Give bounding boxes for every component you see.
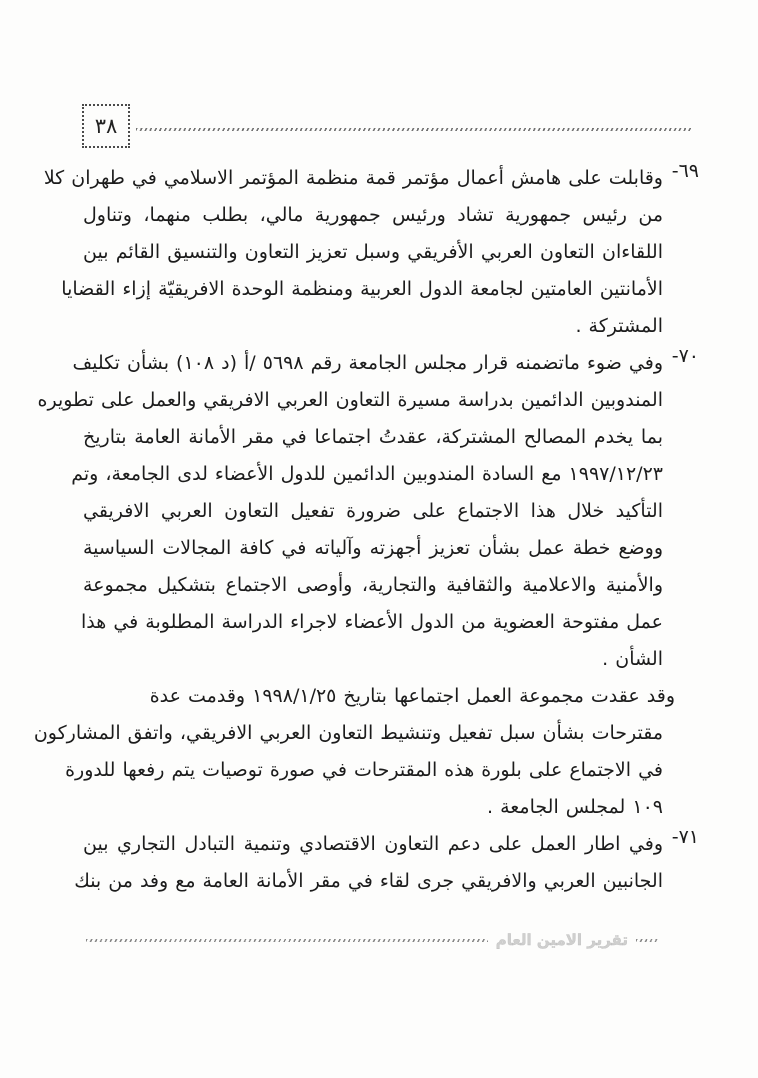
text-line: المندوبين الدائمين بدراسة مسيرة التعاون العربي الافريقي والعمل على تطويره <box>37 389 663 411</box>
text-line: التأكيد خلال هذا الاجتماع على ضرورة تفعيل التعاون العربي الافريقي <box>83 500 663 522</box>
text-line: والأمنية والاعلامية والثقافية والتجارية، وأوصى الاجتماع بتشكيل مجموعة <box>83 574 663 596</box>
footer-dotted-rule-left <box>86 939 488 942</box>
paragraph-number: ٧١- <box>671 826 699 848</box>
text-line: وفي ضوء ماتضمنه قرار مجلس الجامعة رقم ٥٦٩٨ /أ (د ١٠٨) بشأن تكليف <box>72 352 663 374</box>
text-line: في الاجتماع على بلورة هذه المقترحات في صورة توصيات يتم رفعها للدورة <box>65 759 663 781</box>
paragraph-number: ٦٩- <box>671 160 699 182</box>
page-number-box <box>82 104 130 148</box>
footer-dotted-rule-right <box>636 939 658 942</box>
paragraph <box>74 826 699 900</box>
header-dotted-rule <box>136 128 692 131</box>
footer-title: تقرير الامين العام <box>495 931 628 949</box>
paragraph <box>37 345 699 678</box>
text-line: الجانبين العربي والافريقي جرى لقاء في مقر الأمانة العامة مع وفد من بنك <box>74 870 663 892</box>
text-line: ١٩٩٧/١٢/٢٣ مع السادة المندوبين الدائمين للدول الأعضاء لدى الجامعة، وتم <box>71 463 663 485</box>
text-line: وقابلت على هامش أعمال مؤتمر قمة منظمة المؤتمر الاسلامي في طهران كلا <box>43 167 663 189</box>
text-line: بما يخدم المصالح المشتركة، عقدتُ اجتماعا في مقر الأمانة العامة بتاريخ <box>83 426 663 448</box>
text-line: ١٠٩ لمجلس الجامعة . <box>487 796 663 818</box>
text-line: مقترحات بشأن سبل تفعيل وتنشيط التعاون العربي الافريقي، واتفق المشاركون <box>33 722 663 744</box>
text-line: من رئيس جمهورية تشاد ورئيس جمهورية مالي، بطلب منهما، وتناول <box>83 204 663 226</box>
text-line: المشتركة . <box>575 315 663 337</box>
document-body <box>33 160 699 900</box>
text-line: الشأن . <box>602 648 663 670</box>
text-line: ووضع خطة عمل بشأن تعزيز أجهزته وآلياته في كافة المجالات السياسية <box>83 537 663 559</box>
text-line: وقد عقدت مجموعة العمل اجتماعها بتاريخ ١٩٩٨/١/٢٥ وقدمت عدة <box>149 685 675 707</box>
text-line: عمل مفتوحة العضوية من الدول الأعضاء لاجراء الدراسة المطلوبة في هذا <box>81 611 663 633</box>
text-line: وفي اطار العمل على دعم التعاون الاقتصادي وتنمية التبادل التجاري بين <box>83 833 663 855</box>
text-line: اللقاءان التعاون العربي الأفريقي وسبل تعزيز التعاون والتنسيق القائم بين <box>83 241 663 263</box>
paragraph-number: ٧٠- <box>671 345 699 367</box>
paragraph <box>43 160 699 345</box>
text-line: الأمانتين العامتين لجامعة الدول العربية ومنظمة الوحدة الافريقيّة إزاء القضايا <box>61 278 663 300</box>
page-footer <box>86 931 658 949</box>
page-number: ٣٨ <box>94 114 118 138</box>
paragraph <box>33 678 675 826</box>
